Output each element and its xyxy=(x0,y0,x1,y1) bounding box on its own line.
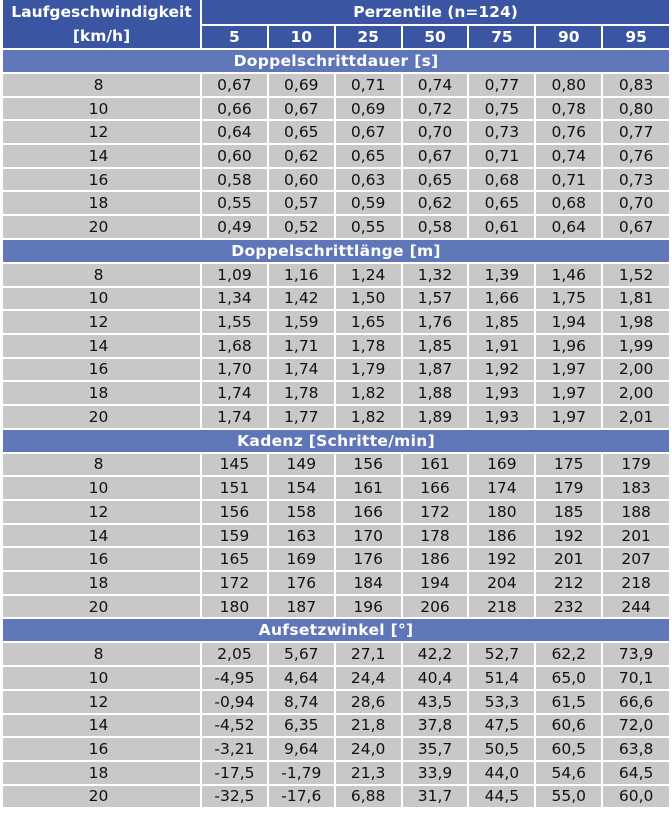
value-cell: 0,70 xyxy=(402,120,469,144)
value-cell: 0,70 xyxy=(602,191,669,215)
value-cell: 0,80 xyxy=(602,97,669,121)
value-cell: 206 xyxy=(402,595,469,619)
section-title: Doppelschrittdauer [s] xyxy=(3,49,669,73)
value-cell: 175 xyxy=(535,453,602,477)
table-row xyxy=(3,524,669,548)
value-cell: 1,76 xyxy=(402,310,469,334)
value-cell: 0,67 xyxy=(201,73,268,97)
speed-cell: 20 xyxy=(3,405,201,429)
table-row xyxy=(3,381,669,405)
speed-cell: 8 xyxy=(3,453,201,477)
value-cell: 0,68 xyxy=(535,191,602,215)
value-cell: -32,5 xyxy=(201,785,268,809)
value-cell: 1,52 xyxy=(602,263,669,287)
value-cell: 172 xyxy=(201,571,268,595)
value-cell: 40,4 xyxy=(402,666,469,690)
value-cell: 161 xyxy=(335,476,402,500)
value-cell: 1,79 xyxy=(335,358,402,382)
value-cell: 6,35 xyxy=(268,714,335,738)
table-row xyxy=(3,263,669,287)
value-cell: 1,39 xyxy=(468,263,535,287)
speed-cell: 18 xyxy=(3,191,201,215)
value-cell: 186 xyxy=(468,524,535,548)
value-cell: 201 xyxy=(535,547,602,571)
speed-cell: 14 xyxy=(3,524,201,548)
value-cell: 2,00 xyxy=(602,358,669,382)
value-cell: 64,5 xyxy=(602,761,669,785)
value-cell: 1,98 xyxy=(602,310,669,334)
value-cell: 2,05 xyxy=(201,642,268,666)
value-cell: 47,5 xyxy=(468,714,535,738)
value-cell: 1,59 xyxy=(268,310,335,334)
value-cell: 0,83 xyxy=(602,73,669,97)
value-cell: 176 xyxy=(268,571,335,595)
value-cell: 61,5 xyxy=(535,690,602,714)
value-cell: 53,3 xyxy=(468,690,535,714)
value-cell: 1,65 xyxy=(335,310,402,334)
value-cell: 27,1 xyxy=(335,642,402,666)
value-cell: 204 xyxy=(468,571,535,595)
value-cell: 0,61 xyxy=(468,215,535,239)
value-cell: 33,9 xyxy=(402,761,469,785)
value-cell: 187 xyxy=(268,595,335,619)
value-cell: 166 xyxy=(335,500,402,524)
value-cell: 65,0 xyxy=(535,666,602,690)
value-cell: 156 xyxy=(335,453,402,477)
value-cell: 24,0 xyxy=(335,737,402,761)
value-cell: 159 xyxy=(201,524,268,548)
value-cell: 0,76 xyxy=(602,144,669,168)
value-cell: 180 xyxy=(201,595,268,619)
value-cell: 0,66 xyxy=(201,97,268,121)
table-row xyxy=(3,690,669,714)
percentile-95-header: 95 xyxy=(602,25,669,49)
value-cell: 194 xyxy=(402,571,469,595)
value-cell: 166 xyxy=(402,476,469,500)
speed-cell: 10 xyxy=(3,476,201,500)
value-cell: 1,71 xyxy=(268,334,335,358)
value-cell: 0,62 xyxy=(268,144,335,168)
value-cell: 179 xyxy=(602,453,669,477)
value-cell: 244 xyxy=(602,595,669,619)
value-cell: 0,62 xyxy=(402,191,469,215)
value-cell: 1,57 xyxy=(402,287,469,311)
value-cell: 1,34 xyxy=(201,287,268,311)
speed-cell: 8 xyxy=(3,73,201,97)
value-cell: -4,95 xyxy=(201,666,268,690)
section-header-row xyxy=(3,239,669,263)
value-cell: 180 xyxy=(468,500,535,524)
value-cell: 0,57 xyxy=(268,191,335,215)
value-cell: 31,7 xyxy=(402,785,469,809)
speed-cell: 10 xyxy=(3,287,201,311)
value-cell: 183 xyxy=(602,476,669,500)
value-cell: 1,09 xyxy=(201,263,268,287)
value-cell: 0,63 xyxy=(335,168,402,192)
table-row xyxy=(3,785,669,809)
value-cell: 218 xyxy=(602,571,669,595)
speed-cell: 20 xyxy=(3,785,201,809)
value-cell: 0,74 xyxy=(535,144,602,168)
value-cell: 0,55 xyxy=(201,191,268,215)
speed-cell: 12 xyxy=(3,310,201,334)
value-cell: 188 xyxy=(602,500,669,524)
section-header-row xyxy=(3,49,669,73)
value-cell: 55,0 xyxy=(535,785,602,809)
speed-cell: 16 xyxy=(3,547,201,571)
value-cell: 1,16 xyxy=(268,263,335,287)
section-header-row xyxy=(3,429,669,453)
speed-cell: 16 xyxy=(3,358,201,382)
value-cell: -17,6 xyxy=(268,785,335,809)
speed-header-line1: Laufgeschwindigkeit xyxy=(11,3,192,21)
value-cell: 170 xyxy=(335,524,402,548)
section-header-row xyxy=(3,618,669,642)
speed-cell: 18 xyxy=(3,381,201,405)
value-cell: 1,99 xyxy=(602,334,669,358)
speed-header-line2: [km/h] xyxy=(72,27,131,45)
value-cell: 0,64 xyxy=(201,120,268,144)
speed-cell: 8 xyxy=(3,642,201,666)
table-row xyxy=(3,761,669,785)
value-cell: 73,9 xyxy=(602,642,669,666)
value-cell: 1,42 xyxy=(268,287,335,311)
table-header xyxy=(3,0,669,49)
value-cell: 0,67 xyxy=(602,215,669,239)
table-row xyxy=(3,737,669,761)
section-title: Kadenz [Schritte/min] xyxy=(3,429,669,453)
value-cell: 1,82 xyxy=(335,381,402,405)
value-cell: 60,5 xyxy=(535,737,602,761)
value-cell: 192 xyxy=(535,524,602,548)
value-cell: 1,78 xyxy=(268,381,335,405)
value-cell: 0,65 xyxy=(468,191,535,215)
value-cell: 0,64 xyxy=(535,215,602,239)
value-cell: 21,8 xyxy=(335,714,402,738)
value-cell: 156 xyxy=(201,500,268,524)
speed-cell: 8 xyxy=(3,263,201,287)
value-cell: 0,67 xyxy=(268,97,335,121)
value-cell: -0,94 xyxy=(201,690,268,714)
value-cell: 0,72 xyxy=(402,97,469,121)
value-cell: 201 xyxy=(602,524,669,548)
value-cell: 1,78 xyxy=(335,334,402,358)
value-cell: 0,80 xyxy=(535,73,602,97)
value-cell: 0,58 xyxy=(201,168,268,192)
value-cell: 1,68 xyxy=(201,334,268,358)
value-cell: 178 xyxy=(402,524,469,548)
table-row xyxy=(3,215,669,239)
speed-cell: 16 xyxy=(3,168,201,192)
speed-cell: 14 xyxy=(3,144,201,168)
value-cell: 186 xyxy=(402,547,469,571)
table-row xyxy=(3,714,669,738)
value-cell: 0,71 xyxy=(535,168,602,192)
value-cell: 176 xyxy=(335,547,402,571)
value-cell: 1,93 xyxy=(468,405,535,429)
value-cell: 1,24 xyxy=(335,263,402,287)
value-cell: 24,4 xyxy=(335,666,402,690)
value-cell: 1,77 xyxy=(268,405,335,429)
value-cell: 0,65 xyxy=(335,144,402,168)
value-cell: 0,52 xyxy=(268,215,335,239)
table-row xyxy=(3,547,669,571)
speed-cell: 14 xyxy=(3,334,201,358)
table-row xyxy=(3,571,669,595)
value-cell: 35,7 xyxy=(402,737,469,761)
value-cell: 2,01 xyxy=(602,405,669,429)
value-cell: 1,82 xyxy=(335,405,402,429)
value-cell: 192 xyxy=(468,547,535,571)
speed-cell: 10 xyxy=(3,97,201,121)
value-cell: 1,70 xyxy=(201,358,268,382)
value-cell: 0,60 xyxy=(201,144,268,168)
value-cell: 172 xyxy=(402,500,469,524)
value-cell: 1,74 xyxy=(201,405,268,429)
value-cell: 154 xyxy=(268,476,335,500)
value-cell: 0,67 xyxy=(335,120,402,144)
value-cell: 6,88 xyxy=(335,785,402,809)
speed-cell: 12 xyxy=(3,500,201,524)
table-row xyxy=(3,73,669,97)
value-cell: 0,55 xyxy=(335,215,402,239)
value-cell: 1,74 xyxy=(268,358,335,382)
percentile-25-header: 25 xyxy=(335,25,402,49)
value-cell: 196 xyxy=(335,595,402,619)
speed-cell: 14 xyxy=(3,714,201,738)
value-cell: 70,1 xyxy=(602,666,669,690)
value-cell: 0,65 xyxy=(268,120,335,144)
value-cell: 50,5 xyxy=(468,737,535,761)
value-cell: 174 xyxy=(468,476,535,500)
value-cell: 1,97 xyxy=(535,381,602,405)
section-title: Aufsetzwinkel [°] xyxy=(3,618,669,642)
value-cell: 0,59 xyxy=(335,191,402,215)
value-cell: 0,76 xyxy=(535,120,602,144)
table-body xyxy=(3,49,669,808)
value-cell: 44,0 xyxy=(468,761,535,785)
table-row xyxy=(3,334,669,358)
speed-cell: 12 xyxy=(3,120,201,144)
value-cell: 60,0 xyxy=(602,785,669,809)
value-cell: 72,0 xyxy=(602,714,669,738)
speed-cell: 10 xyxy=(3,666,201,690)
value-cell: -3,21 xyxy=(201,737,268,761)
value-cell: 0,49 xyxy=(201,215,268,239)
value-cell: 0,78 xyxy=(535,97,602,121)
value-cell: 44,5 xyxy=(468,785,535,809)
section-title: Doppelschrittlänge [m] xyxy=(3,239,669,263)
speed-cell: 18 xyxy=(3,571,201,595)
value-cell: 169 xyxy=(468,453,535,477)
value-cell: 1,32 xyxy=(402,263,469,287)
value-cell: 212 xyxy=(535,571,602,595)
value-cell: 0,73 xyxy=(468,120,535,144)
percentile-header: Perzentile (n=124) xyxy=(201,0,669,25)
value-cell: 218 xyxy=(468,595,535,619)
value-cell: 169 xyxy=(268,547,335,571)
percentile-50-header: 50 xyxy=(402,25,469,49)
value-cell: 161 xyxy=(402,453,469,477)
value-cell: 1,87 xyxy=(402,358,469,382)
value-cell: 0,75 xyxy=(468,97,535,121)
value-cell: 62,2 xyxy=(535,642,602,666)
value-cell: 1,96 xyxy=(535,334,602,358)
speed-cell: 20 xyxy=(3,595,201,619)
value-cell: 163 xyxy=(268,524,335,548)
table-row xyxy=(3,595,669,619)
value-cell: 1,93 xyxy=(468,381,535,405)
value-cell: 207 xyxy=(602,547,669,571)
speed-cell: 12 xyxy=(3,690,201,714)
percentile-75-header: 75 xyxy=(468,25,535,49)
value-cell: 1,92 xyxy=(468,358,535,382)
value-cell: -17,5 xyxy=(201,761,268,785)
value-cell: 28,6 xyxy=(335,690,402,714)
value-cell: 0,69 xyxy=(335,97,402,121)
value-cell: 1,88 xyxy=(402,381,469,405)
value-cell: 0,71 xyxy=(468,144,535,168)
value-cell: 0,65 xyxy=(402,168,469,192)
value-cell: 0,71 xyxy=(335,73,402,97)
table-row xyxy=(3,191,669,215)
value-cell: 9,64 xyxy=(268,737,335,761)
value-cell: 149 xyxy=(268,453,335,477)
value-cell: 1,46 xyxy=(535,263,602,287)
header-row-1 xyxy=(3,0,669,25)
table-row xyxy=(3,476,669,500)
value-cell: 0,77 xyxy=(468,73,535,97)
table-row xyxy=(3,287,669,311)
value-cell: 43,5 xyxy=(402,690,469,714)
value-cell: 60,6 xyxy=(535,714,602,738)
value-cell: 1,74 xyxy=(201,381,268,405)
value-cell: 1,85 xyxy=(402,334,469,358)
value-cell: -4,52 xyxy=(201,714,268,738)
value-cell: 1,97 xyxy=(535,358,602,382)
table-row xyxy=(3,666,669,690)
table-row xyxy=(3,453,669,477)
value-cell: 51,4 xyxy=(468,666,535,690)
value-cell: 0,69 xyxy=(268,73,335,97)
value-cell: 0,67 xyxy=(402,144,469,168)
value-cell: 151 xyxy=(201,476,268,500)
percentile-table xyxy=(3,0,669,809)
value-cell: 1,81 xyxy=(602,287,669,311)
value-cell: 4,64 xyxy=(268,666,335,690)
value-cell: 158 xyxy=(268,500,335,524)
table-row xyxy=(3,97,669,121)
value-cell: 1,85 xyxy=(468,310,535,334)
speed-cell: 18 xyxy=(3,761,201,785)
value-cell: 184 xyxy=(335,571,402,595)
value-cell: 37,8 xyxy=(402,714,469,738)
value-cell: -1,79 xyxy=(268,761,335,785)
value-cell: 0,77 xyxy=(602,120,669,144)
speed-cell: 20 xyxy=(3,215,201,239)
value-cell: 0,60 xyxy=(268,168,335,192)
value-cell: 0,58 xyxy=(402,215,469,239)
value-cell: 0,73 xyxy=(602,168,669,192)
value-cell: 185 xyxy=(535,500,602,524)
value-cell: 1,75 xyxy=(535,287,602,311)
value-cell: 52,7 xyxy=(468,642,535,666)
table-row xyxy=(3,310,669,334)
value-cell: 1,97 xyxy=(535,405,602,429)
value-cell: 66,6 xyxy=(602,690,669,714)
value-cell: 1,89 xyxy=(402,405,469,429)
value-cell: 63,8 xyxy=(602,737,669,761)
percentile-90-header: 90 xyxy=(535,25,602,49)
percentile-10-header: 10 xyxy=(268,25,335,49)
value-cell: 5,67 xyxy=(268,642,335,666)
percentile-5-header: 5 xyxy=(201,25,268,49)
table-row xyxy=(3,358,669,382)
table-row xyxy=(3,168,669,192)
table-row xyxy=(3,500,669,524)
table-row xyxy=(3,120,669,144)
table-row xyxy=(3,642,669,666)
value-cell: 1,55 xyxy=(201,310,268,334)
value-cell: 42,2 xyxy=(402,642,469,666)
value-cell: 1,94 xyxy=(535,310,602,334)
value-cell: 54,6 xyxy=(535,761,602,785)
value-cell: 1,91 xyxy=(468,334,535,358)
value-cell: 1,50 xyxy=(335,287,402,311)
value-cell: 179 xyxy=(535,476,602,500)
table-row xyxy=(3,405,669,429)
value-cell: 0,68 xyxy=(468,168,535,192)
speed-column-header xyxy=(3,0,201,49)
value-cell: 165 xyxy=(201,547,268,571)
value-cell: 145 xyxy=(201,453,268,477)
value-cell: 0,74 xyxy=(402,73,469,97)
value-cell: 21,3 xyxy=(335,761,402,785)
value-cell: 1,66 xyxy=(468,287,535,311)
speed-cell: 16 xyxy=(3,737,201,761)
table-row xyxy=(3,144,669,168)
value-cell: 2,00 xyxy=(602,381,669,405)
value-cell: 8,74 xyxy=(268,690,335,714)
value-cell: 232 xyxy=(535,595,602,619)
